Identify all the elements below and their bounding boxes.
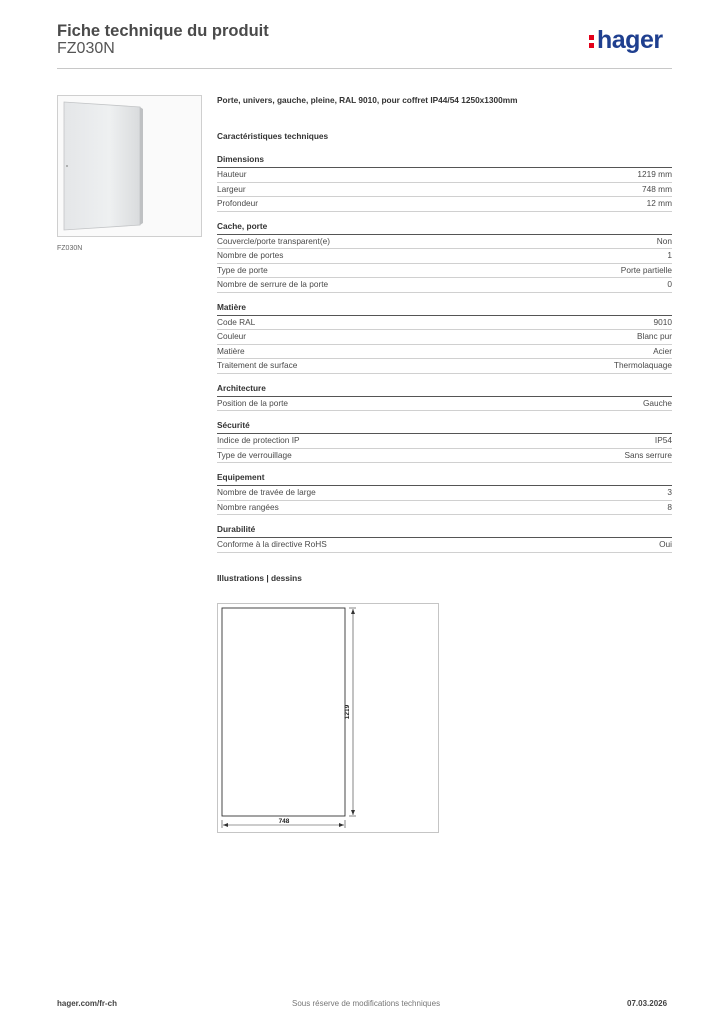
spec-value: Porte partielle <box>620 264 672 275</box>
spec-row <box>217 449 672 464</box>
image-caption: FZ030N <box>57 245 83 252</box>
spec-row <box>217 278 672 293</box>
spec-row <box>217 486 672 501</box>
spec-value: Thermolaquage <box>613 360 672 370</box>
spec-value: 0 <box>667 279 672 289</box>
footer-date: 07.03.2026 <box>627 999 668 1008</box>
hager-logo <box>588 26 676 58</box>
logo-dot-bottom <box>589 43 594 48</box>
spec-value: 1 <box>667 250 672 260</box>
spec-value: Non <box>656 235 672 246</box>
spec-row <box>217 345 672 360</box>
header-divider <box>57 68 672 69</box>
spec-value: Acier <box>653 345 672 356</box>
spec-label: Couleur <box>217 331 247 341</box>
spec-label: Nombre de travée de large <box>217 487 316 497</box>
spec-group-architecture <box>217 383 672 412</box>
footer-notice: Sous réserve de modifications techniques <box>292 999 441 1008</box>
spec-value: Oui <box>659 539 672 549</box>
height-arrow-top <box>351 609 355 614</box>
drawing-svg <box>218 604 438 832</box>
width-label: 748 <box>278 818 290 825</box>
spec-value: IP54 <box>654 435 672 445</box>
page-title: Fiche technique du produit <box>57 22 269 40</box>
spec-label: Indice de protection IP <box>217 435 300 445</box>
spec-label: Type de verrouillage <box>217 449 292 460</box>
group-title: Equipement <box>217 472 672 486</box>
spec-value: 748 mm <box>642 183 672 194</box>
width-arrow-left <box>223 823 228 827</box>
spec-value: Blanc pur <box>636 331 672 341</box>
spec-row <box>217 235 672 250</box>
spec-row <box>217 183 672 198</box>
spec-value: 12 mm <box>646 198 672 208</box>
width-arrow-right <box>339 823 344 827</box>
spec-row <box>217 249 672 264</box>
spec-row <box>217 538 672 553</box>
footer-website-link[interactable]: hager.com/fr-ch <box>57 999 118 1008</box>
spec-value: 9010 <box>653 316 672 327</box>
spec-label: Type de porte <box>217 264 268 275</box>
spec-value: Sans serrure <box>624 449 672 460</box>
spec-label: Matière <box>217 345 245 356</box>
spec-label: Profondeur <box>217 198 259 208</box>
spec-value: 3 <box>667 487 672 497</box>
door-panel <box>64 102 140 230</box>
group-title: Sécurité <box>217 420 672 434</box>
spec-label: Nombre de portes <box>217 250 284 260</box>
door-hinge <box>66 165 68 167</box>
illustrations-heading: Illustrations | dessins <box>217 572 302 583</box>
spec-value: Gauche <box>642 397 672 408</box>
group-title: Architecture <box>217 383 672 397</box>
specs-heading: Caractéristiques techniques <box>217 131 329 141</box>
spec-label: Nombre de serrure de la porte <box>217 279 329 289</box>
door-edge <box>140 107 143 225</box>
spec-row <box>217 197 672 212</box>
spec-row <box>217 501 672 516</box>
product-description: Porte, univers, gauche, pleine, RAL 9010, pour coffret IP44/54 1250x1300mm <box>217 95 518 105</box>
spec-column <box>217 95 672 585</box>
group-title: Cache, porte <box>217 221 672 235</box>
spec-row <box>217 359 672 374</box>
group-title: Matière <box>217 302 672 316</box>
spec-label: Largeur <box>217 183 246 194</box>
spec-row <box>217 168 672 183</box>
spec-label: Nombre rangées <box>217 501 279 512</box>
group-title: Dimensions <box>217 154 672 168</box>
spec-label: Traitement de surface <box>217 360 298 370</box>
spec-row <box>217 434 672 449</box>
spec-label: Conforme à la directive RoHS <box>217 539 327 549</box>
height-arrow-bottom <box>351 810 355 815</box>
logo-text: hager <box>597 26 663 54</box>
spec-value: 1219 mm <box>637 169 672 179</box>
spec-label: Hauteur <box>217 169 247 179</box>
door-photo <box>58 96 201 236</box>
spec-value: 8 <box>667 501 672 512</box>
spec-row <box>217 316 672 331</box>
spec-label: Position de la porte <box>217 397 289 408</box>
spec-row <box>217 264 672 279</box>
door-outline <box>222 608 345 816</box>
spec-group-securite <box>217 420 672 463</box>
spec-group-durabilite <box>217 524 672 553</box>
height-label: 1219 <box>344 704 351 720</box>
logo-dot-top <box>589 35 594 40</box>
product-image <box>57 95 202 237</box>
technical-drawing <box>217 603 439 833</box>
spec-group-matiere <box>217 302 672 374</box>
spec-row <box>217 397 672 412</box>
group-title: Durabilité <box>217 524 672 538</box>
spec-label: Code RAL <box>217 316 256 327</box>
spec-group-cache-porte <box>217 221 672 293</box>
spec-row <box>217 330 672 345</box>
spec-label: Couvercle/porte transparent(e) <box>217 235 330 246</box>
product-reference: FZ030N <box>57 40 115 57</box>
spec-group-dimensions <box>217 154 672 212</box>
spec-group-equipement <box>217 472 672 515</box>
